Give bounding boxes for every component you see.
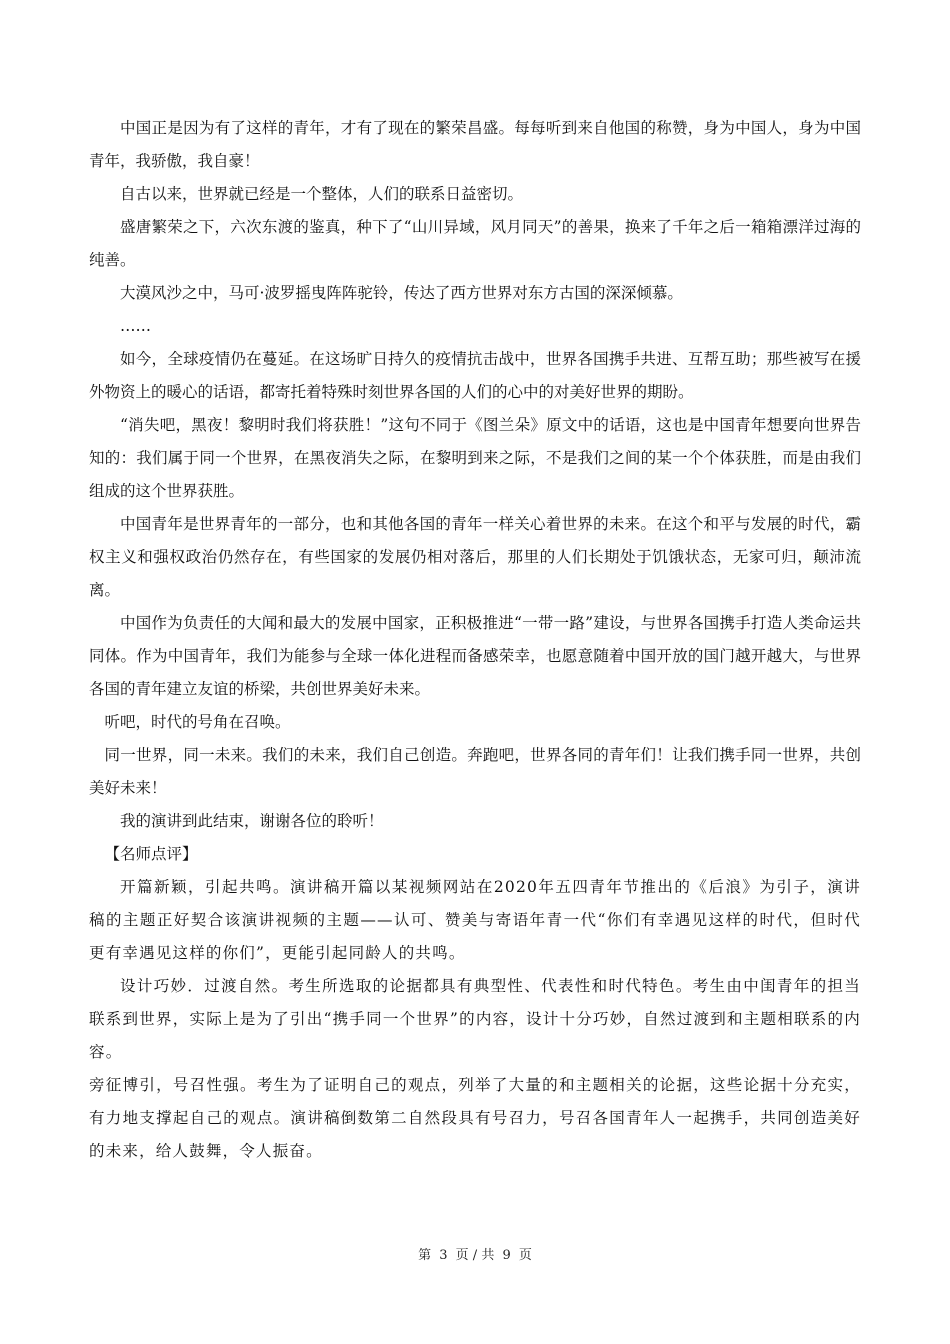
paragraph: 听吧，时代的号角在召唤。 bbox=[104, 713, 291, 731]
paragraph: 如今，全球疫情仍在蔓延。在这场旷日持久的疫情抗击战中，世界各国携手共进、互帮互助；那些被写在援外物资上的暖心的话语，都寄托着特殊时刻世界各国的人们的心中的对美好世界的期盼。 bbox=[89, 350, 861, 401]
footer-page-number: 3 bbox=[439, 1248, 448, 1263]
document-body bbox=[89, 112, 861, 1168]
ellipsis-paragraph: …… bbox=[120, 317, 151, 335]
paragraph: 大漠风沙之中，马可·波罗摇曳阵阵驼铃，传达了西方世界对东方古国的深深倾慕。 bbox=[120, 284, 683, 302]
paragraph: “消失吧，黑夜！黎明时我们将获胜！”这句不同于《图兰朵》原文中的话语，这也是中国青年想要向世界告知的：我们属于同一个世界，在黑夜消失之际，在黎明到来之际，不是我们之间的某一个个体获胜，而是由我们组成的这个世界获胜。 bbox=[89, 416, 861, 500]
paragraph: 同一世界，同一未来。我们的未来，我们自己创造。奔跑吧，世界各同的青年们！让我们携手同一世界，共创美好未来！ bbox=[89, 746, 861, 797]
commentary-paragraph: 旁征博引，号召性强。考生为了证明自己的观点，列举了大量的和主题相关的论据，这些论据十分充实，有力地支撑起自己的观点。演讲稿倒数第二自然段具有号召力，号召各国青年人一起携手，共同创造美好的未来，给人鼓舞，令人振奋。 bbox=[89, 1076, 861, 1160]
paragraph: 自古以来，世界就已经是一个整体，人们的联系日益密切。 bbox=[120, 185, 524, 203]
footer-total-pages: 9 bbox=[502, 1248, 511, 1263]
section-heading: 【名师点评】 bbox=[104, 845, 198, 863]
page-footer bbox=[0, 1244, 950, 1263]
footer-prefix: 第 bbox=[418, 1248, 432, 1263]
footer-suffix: 页 bbox=[518, 1248, 532, 1263]
paragraph: 中国作为负责任的大闻和最大的发展中国家，正积极推进“一带一路”建设，与世界各国携手打造人类命运共同体。作为中国青年，我们为能参与全球一体化进程而备感荣幸，也愿意随着中国开放的国门越开越大，与世界各国的青年建立友谊的桥梁，共创世界美好未来。 bbox=[89, 614, 861, 698]
commentary-paragraph: 开篇新颖，引起共鸣。演讲稿开篇以某视频网站在2020年五四青年节推出的《后浪》为引子，演讲稿的主题正好契合该演讲视频的主题——认可、赞美与寄语年青一代“你们有幸遇见这样的时代，但时代更有幸遇见这样的你们”，更能引起同龄人的共鸣。 bbox=[89, 878, 861, 962]
paragraph: 我的演讲到此结束，谢谢各位的聆听！ bbox=[120, 812, 384, 830]
footer-middle: 页 / 共 bbox=[455, 1248, 495, 1263]
paragraph: 中国青年是世界青年的一部分，也和其他各国的青年一样关心着世界的未来。在这个和平与发展的时代，霸权主义和强权政治仍然存在，有些国家的发展仍相对落后，那里的人们长期处于饥饿状态，无家可归，颠沛流离。 bbox=[89, 515, 861, 599]
commentary-paragraph: 设计巧妙．过渡自然。考生所选取的论据都具有典型性、代表性和时代特色。考生由中闺青年的担当联系到世界，实际上是为了引出“携手同一个世界”的内容，设计十分巧妙，自然过渡到和主题相联系的内容。 bbox=[89, 977, 861, 1061]
paragraph: 中国正是因为有了这样的青年，才有了现在的繁荣昌盛。每每听到来自他国的称赞，身为中国人，身为中国青年，我骄傲，我自豪！ bbox=[89, 119, 861, 170]
paragraph: 盛唐繁荣之下，六次东渡的鉴真，种下了“山川异域，风月同天”的善果，换来了千年之后一箱箱漂洋过海的纯善。 bbox=[89, 218, 861, 269]
